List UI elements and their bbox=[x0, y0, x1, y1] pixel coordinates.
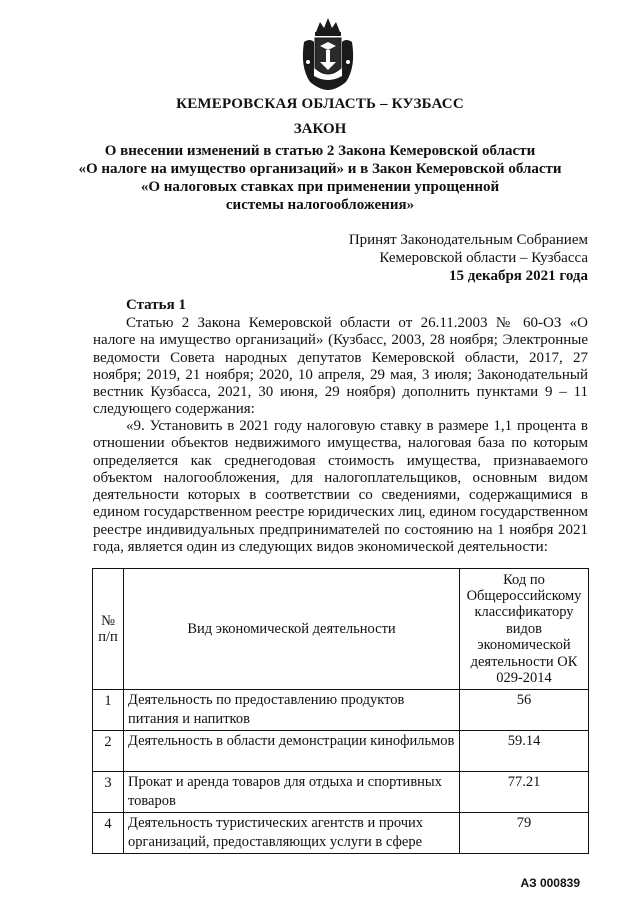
row-code: 79 bbox=[460, 813, 589, 854]
row-num: 1 bbox=[93, 690, 124, 731]
row-code: 56 bbox=[460, 690, 589, 731]
form-serial-number: АЗ 000839 bbox=[520, 876, 580, 890]
adoption-date: 15 декабря 2021 года bbox=[449, 268, 588, 284]
law-title-line: системы налогообложения» bbox=[225, 197, 415, 213]
adoption-line: Принят Законодательным Собранием bbox=[348, 232, 588, 248]
row-num: 4 bbox=[93, 813, 124, 854]
article-heading: Статья 1 bbox=[126, 297, 186, 313]
law-title-line: О внесении изменений в статью 2 Закона Кемеровской области bbox=[104, 143, 536, 159]
row-activity: Деятельность в области демонстрации кинофильмов bbox=[124, 731, 460, 772]
row-num: 3 bbox=[93, 772, 124, 813]
law-title-line: «О налоге на имущество организаций» и в Закон Кемеровской области bbox=[78, 161, 562, 177]
row-code: 77.21 bbox=[460, 772, 589, 813]
table-header-row bbox=[93, 569, 589, 690]
activities-table bbox=[92, 568, 589, 854]
row-activity: Прокат и аренда товаров для отдыха и спортивных товаров bbox=[124, 772, 460, 813]
article-paragraph: «9. Установить в 2021 году налоговую ставку в размере 1,1 процента в отношении объектов недвижимого имущества, налоговая база по которым определяется как среднегодовая стоимость имущества, признаваемого объектом налогообложения, для налогоплательщиков, основным видом деятельности которых в соответствии со сведениями, содержащимися в едином государственном реестре юридических лиц, едином государственном реестре индивидуальных предпринимателей по состоянию на 1 ноября 2021 года, является один из следующих видов экономической деятельности: bbox=[93, 418, 588, 556]
header-num: № п/п bbox=[93, 569, 124, 690]
table-row bbox=[93, 690, 589, 731]
adoption-block bbox=[349, 231, 588, 285]
coat-of-arms-icon bbox=[296, 12, 360, 92]
table-row bbox=[93, 731, 589, 772]
article-paragraph: Статью 2 Закона Кемеровской области от 26.11.2003 № 60-ОЗ «О налоге на имущество организаций» (Кузбасс, 2003, 28 ноября; Электронные ведомости Совета народных депутатов Кемеровской области, 2017, 27 ноября; 2019, 21 ноября; 2020, 10 апреля, 29 мая, 3 июля; Законодательный вестник Кузбасса, 2021, 30 июня, 29 ноября) дополнить пунктами 9 – 11 следующего содержания: bbox=[93, 315, 588, 418]
law-title bbox=[0, 142, 640, 214]
region-name: КЕМЕРОВСКАЯ ОБЛАСТЬ – КУЗБАСС bbox=[176, 96, 464, 112]
row-num: 2 bbox=[93, 731, 124, 772]
adoption-line: Кемеровской области – Кузбасса bbox=[379, 250, 588, 266]
header-code: Код по Общероссийскому классификатору видов экономической деятельности ОК 029-2014 bbox=[460, 569, 589, 690]
header-activity: Вид экономической деятельности bbox=[124, 569, 460, 690]
table-row bbox=[93, 772, 589, 813]
table-row bbox=[93, 813, 589, 854]
law-title-line: «О налоговых ставках при применении упрощенной bbox=[140, 179, 500, 195]
row-activity: Деятельность по предоставлению продуктов питания и напитков bbox=[124, 690, 460, 731]
row-code: 59.14 bbox=[460, 731, 589, 772]
document-type: ЗАКОН bbox=[293, 121, 347, 137]
row-activity: Деятельность туристических агентств и прочих организаций, предоставляющих услуги в сфере bbox=[124, 813, 460, 854]
